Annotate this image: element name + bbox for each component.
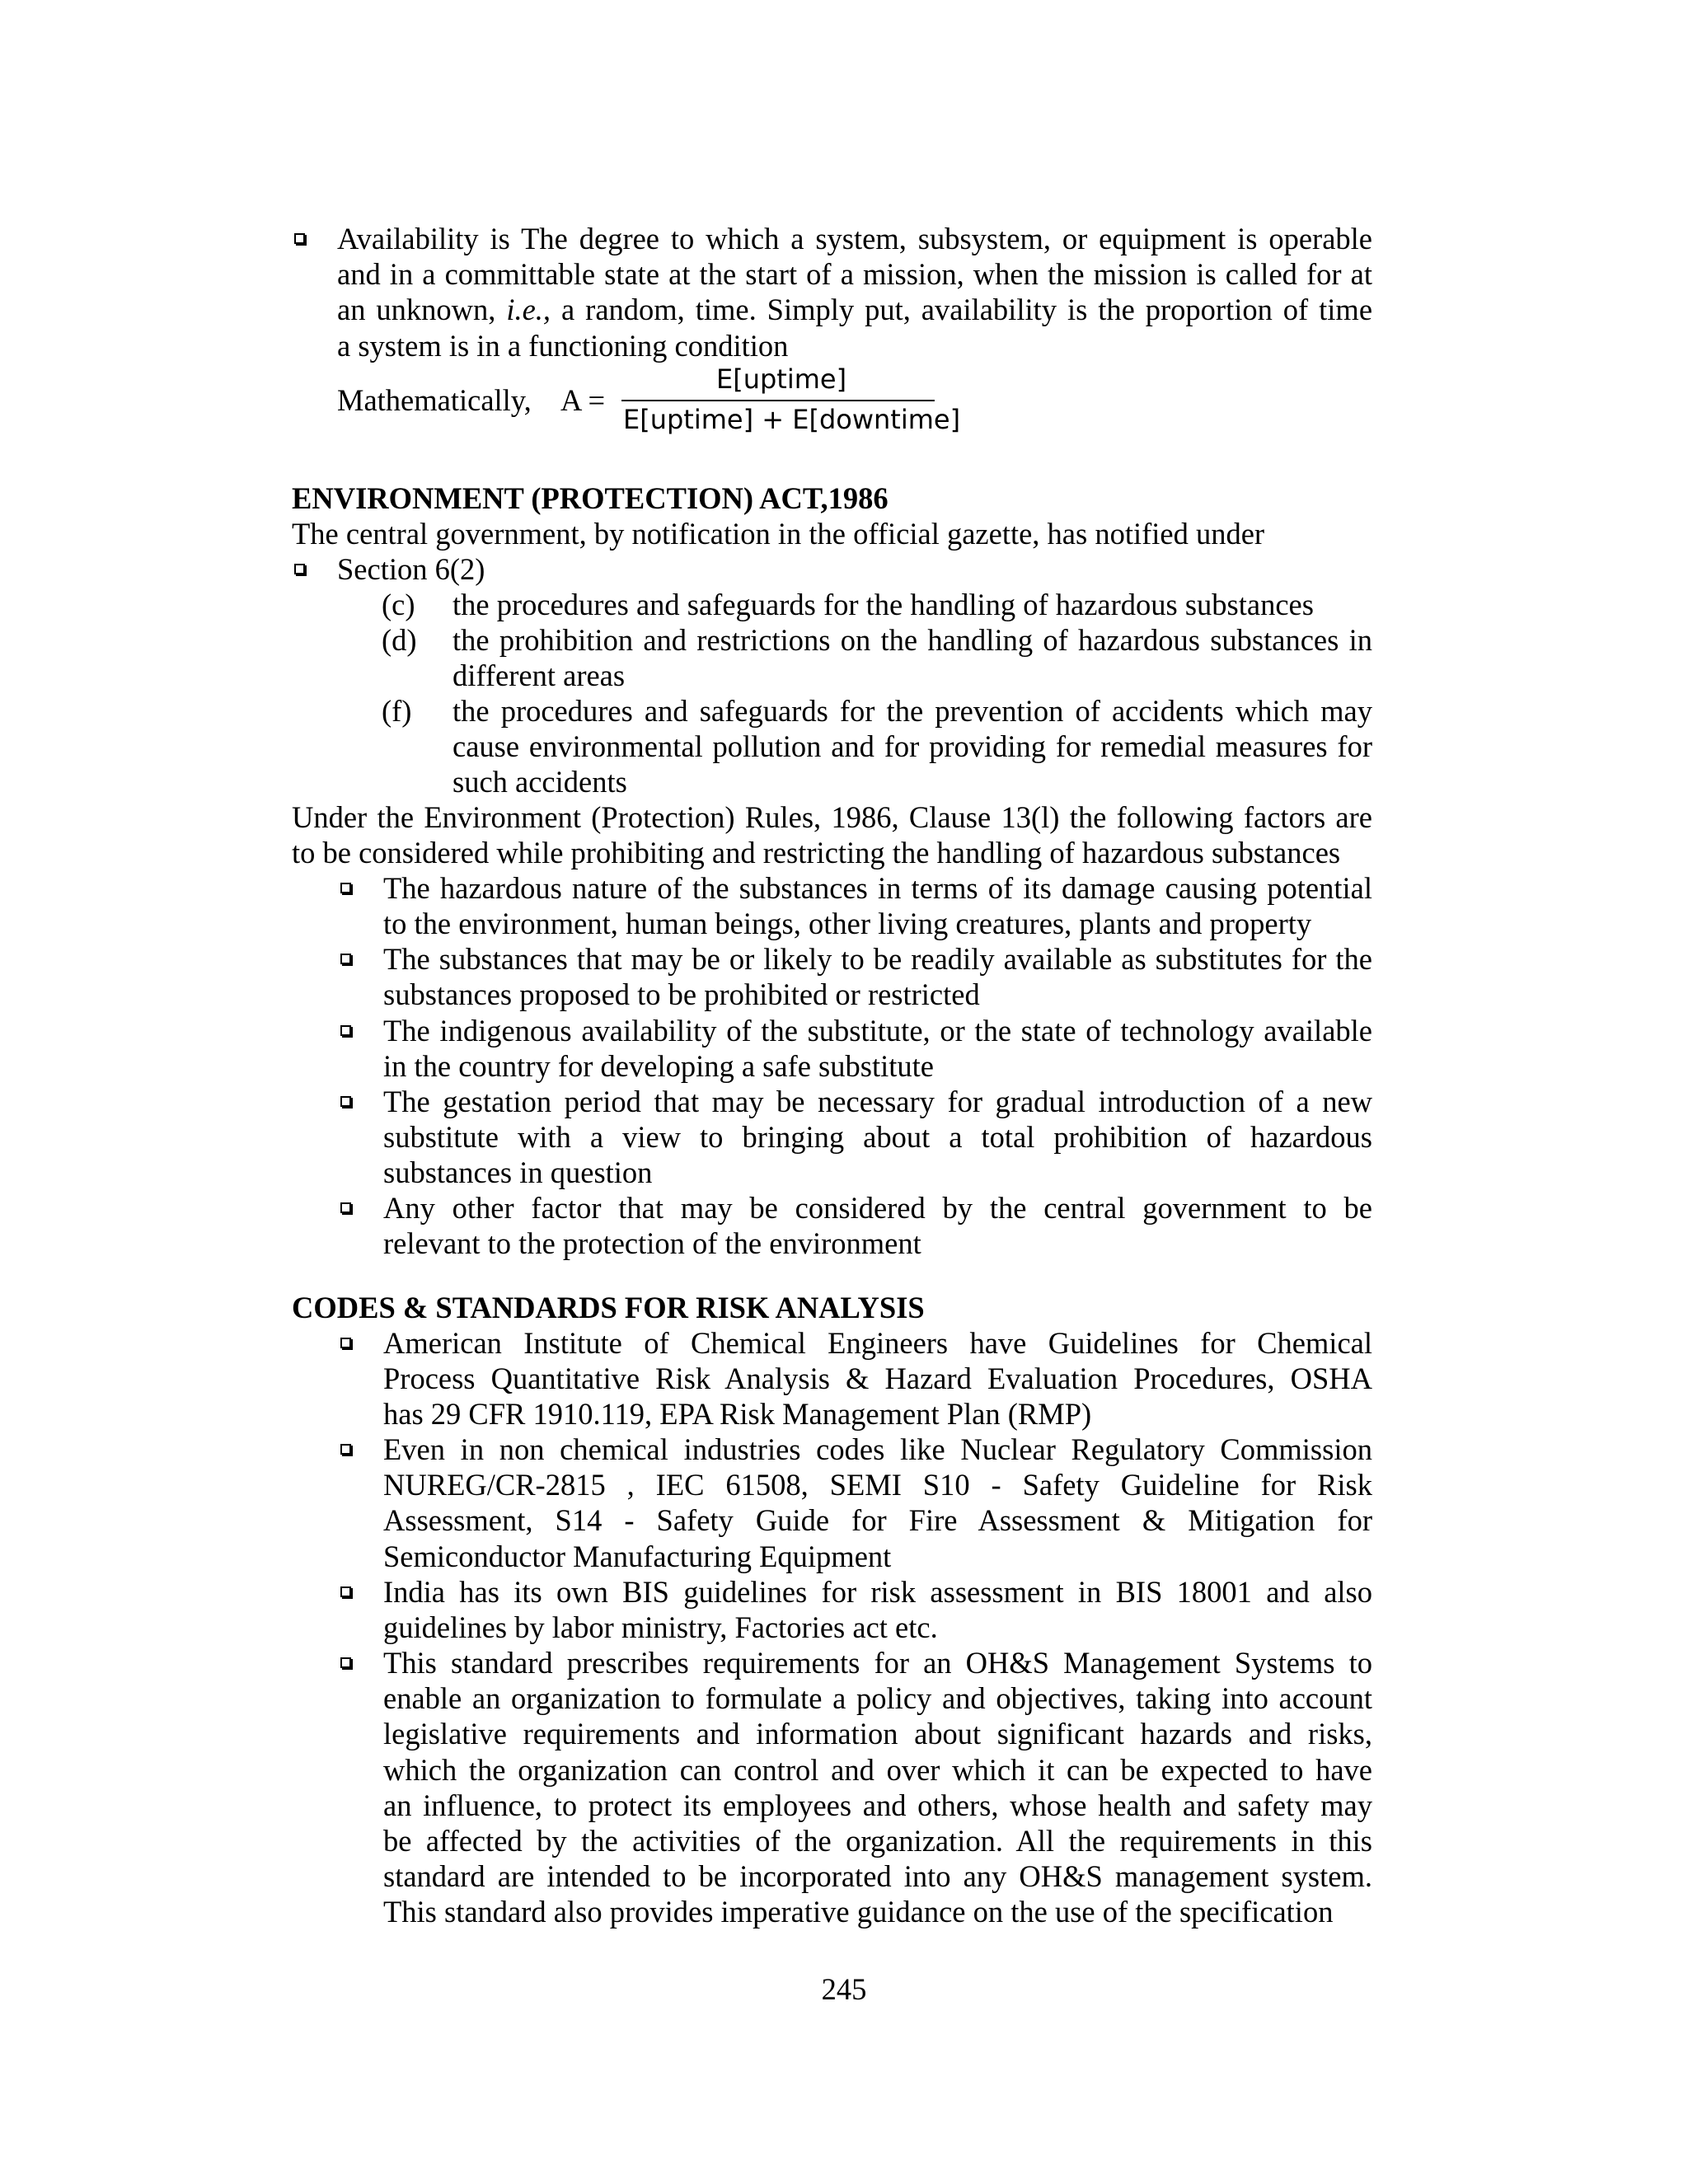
text-line: The indigenous availability of the substitute, or the state of technology available	[383, 1014, 1372, 1047]
fraction-bar	[621, 400, 935, 401]
text-line: Availability is The degree to which a system, subsystem, or equipment is operable	[337, 222, 1372, 255]
text-line: the procedures and safeguards for the handling of hazardous substances	[452, 588, 1314, 621]
math-label: Mathematically,	[337, 383, 532, 417]
text-line: Assessment, S14 - Safety Guide for Fire Assessment & Mitigation for	[383, 1503, 1372, 1538]
text-line: the prohibition and restrictions on the handling of hazardous substances in	[452, 623, 1372, 657]
text-line: enable an organization to formulate a policy and objectives, taking into account	[383, 1681, 1372, 1716]
text-line: and in a committable state at the start of a mission, when the mission is called for at	[337, 257, 1372, 292]
bullet-icon	[340, 1025, 351, 1036]
text-line: cause environmental pollution and for providing for remedial measures for	[452, 729, 1372, 764]
bullet-icon	[294, 564, 305, 574]
text-line: guidelines by labor ministry, Factories act etc.	[383, 1610, 938, 1645]
factor-item	[383, 1084, 1372, 1191]
text-line: substances in question	[383, 1155, 653, 1190]
factor-item	[383, 1190, 1372, 1261]
text-line: to the environment, human beings, other living creatures, plants and property	[383, 907, 1312, 941]
bullet-icon	[340, 954, 351, 964]
formula-numerator: E[uptime]	[716, 363, 847, 395]
text-line: in the country for developing a safe substitute	[383, 1049, 934, 1084]
clause-label: (f)	[382, 694, 412, 728]
clause-text	[452, 587, 1372, 622]
text-line: be affected by the activities of the organization. All the requirements in this	[383, 1824, 1372, 1858]
text-line: has 29 CFR 1910.119, EPA Risk Management Plan (RMP)	[383, 1397, 1092, 1432]
text-line: NUREG/CR-2815 , IEC 61508, SEMI S10 - Safety Guideline for Risk	[383, 1468, 1372, 1502]
text-line: American Institute of Chemical Engineers have Guidelines for Chemical	[383, 1326, 1372, 1360]
factor-item	[383, 870, 1372, 941]
factor-item	[383, 1013, 1372, 1084]
text-line: This standard also provides imperative guidance on the use of the specification	[383, 1895, 1334, 1929]
math-lhs: A =	[560, 383, 606, 417]
bullet-icon	[294, 233, 305, 244]
epa-intro: The central government, by notification in the official gazette, has notified under	[292, 517, 1265, 551]
text-line: Process Quantitative Risk Analysis & Hazard Evaluation Procedures, OSHA	[383, 1361, 1372, 1396]
text-line: a system is in a functioning condition	[337, 328, 789, 363]
rules-paragraph	[292, 799, 1372, 870]
availability-paragraph	[337, 221, 1372, 363]
codes-item	[383, 1645, 1372, 1930]
section-label: Section 6(2)	[337, 552, 485, 586]
clause-text	[452, 693, 1372, 800]
text-line: substances proposed to be prohibited or restricted	[383, 977, 980, 1012]
text-line: an influence, to protect its employees and others, whose health and safety may	[383, 1788, 1372, 1822]
page-number: 245	[821, 1972, 867, 2006]
text-line: Under the Environment (Protection) Rules, 1986, Clause 13(l) the following factors are	[292, 800, 1372, 834]
text-line: Even in non chemical industries codes like Nuclear Regulatory Commission	[383, 1432, 1372, 1466]
codes-item	[383, 1325, 1372, 1432]
clause-text	[452, 622, 1372, 693]
text-line: The hazardous nature of the substances in terms of its damage causing potential	[383, 871, 1372, 905]
factor-item	[383, 941, 1372, 1012]
clause-label: (d)	[382, 623, 417, 657]
text-line: This standard prescribes requirements for an OH&S Management Systems to	[383, 1646, 1372, 1680]
text-line: relevant to the protection of the environment	[383, 1226, 921, 1261]
text-line: the procedures and safeguards for the prevention of accidents which may	[452, 694, 1372, 728]
text-line: standard are intended to be incorporated into any OH&S management system.	[383, 1859, 1372, 1894]
codes-item	[383, 1432, 1372, 1574]
bullet-icon	[340, 1657, 351, 1668]
text-line: such accidents	[452, 765, 627, 799]
text-line: to be considered while prohibiting and restricting the handling of hazardous substances	[292, 836, 1341, 870]
bullet-icon	[340, 1202, 351, 1213]
formula-denominator: E[uptime] + E[downtime]	[623, 404, 961, 435]
text-line: substitute with a view to bringing about a total prohibition of hazardous	[383, 1120, 1372, 1155]
text-line: which the organization can control and over which it can be expected to have	[383, 1752, 1372, 1787]
bullet-icon	[340, 1444, 351, 1455]
epa-heading: ENVIRONMENT (PROTECTION) ACT,1986	[292, 481, 889, 515]
text-line: an unknown, i.e., a random, time. Simply put, availability is the proportion of time	[337, 293, 1373, 327]
codes-item	[383, 1574, 1372, 1645]
codes-heading: CODES & STANDARDS FOR RISK ANALYSIS	[292, 1291, 925, 1324]
bullet-icon	[340, 1586, 351, 1597]
bullet-icon	[340, 883, 351, 893]
text-line: Semiconductor Manufacturing Equipment	[383, 1539, 892, 1573]
text-line: The gestation period that may be necessary for gradual introduction of a new	[383, 1085, 1372, 1118]
text-line: different areas	[452, 658, 626, 693]
text-line: Any other factor that may be considered by the central government to be	[383, 1191, 1372, 1225]
text-line: The substances that may be or likely to be readily available as substitutes for the	[383, 942, 1372, 976]
text-line: legislative requirements and information about significant hazards and risks,	[383, 1717, 1372, 1751]
clause-label: (c)	[382, 588, 415, 621]
bullet-icon	[340, 1338, 351, 1348]
bullet-icon	[340, 1096, 351, 1107]
text-line: India has its own BIS guidelines for risk assessment in BIS 18001 and also	[383, 1575, 1372, 1609]
